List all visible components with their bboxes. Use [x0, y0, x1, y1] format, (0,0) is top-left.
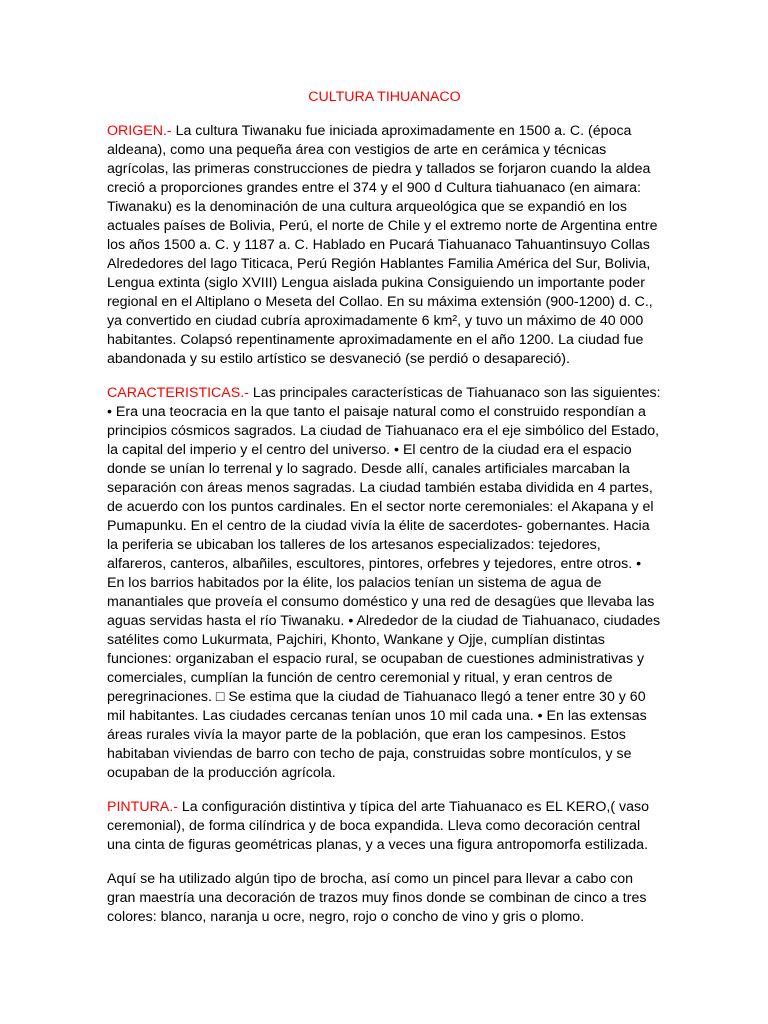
- section-text-origen: La cultura Tiwanaku fue iniciada aproximadamente en 1500 a. C. (época aldeana), como una pequeña área con vestigios de arte en cerámica y técnicas agrícolas, las primeras construcciones de piedra y tallados se forjaron cuando la aldea creció a proporciones grandes entre el 374 y el 900 d Cultura tiahuanaco (en aimara: Tiwanaku) es la denominación de una cultura arqueológica que se expandió en los actuales países de Bolivia, Perú, el norte de Chile y el extremo norte de Argentina entre los años 1500 a. C. y 1187 a. C. Hablado en Pucará Tiahuanaco Tahuantinsuyo Collas Alrededores del lago Titicaca, Perú Región Hablantes Familia América del Sur, Bolivia, Lengua extinta (siglo XVIII) Lengua aislada pukina Consiguiendo un importante poder regional en el Altiplano o Meseta del Collao. En su máxima extensión (900-1200) d. C., ya convertido en ciudad cubría aproximadamente 6 km², y tuvo un máximo de 40 000 habitantes. Colapsó repentinamente aproximadamente en el año 1200. La ciudad fue abandonada y su estilo artístico se desvaneció (se perdió o desapareció).: [107, 123, 658, 367]
- section-heading-origen: ORIGEN.-: [107, 123, 172, 139]
- section-caracteristicas: [107, 384, 662, 783]
- section-heading-caracteristicas: CARACTERISTICAS.-: [107, 385, 249, 401]
- section-heading-pintura: PINTURA.-: [107, 799, 178, 815]
- document-title: CULTURA TIHUANACO: [308, 89, 461, 105]
- section-text-brocha: Aquí se ha utilizado algún tipo de brocha, así como un pincel para llevar a cabo con gran maestría una decoración de trazos muy finos donde se combinan de cinco a tres colores: blanco, naranja u ocre, negro, rojo o concho de vino y gris o plomo.: [107, 871, 647, 925]
- section-text-caracteristicas: Las principales características de Tiahuanaco son las siguientes: • Era una teocracia en la que tanto el paisaje natural como el construido respondían a principios cósmicos sagrados. La ciudad de Tiahuanaco era el eje simbólico del Estado, la capital del imperio y el centro del universo. • El centro de la ciudad era el espacio donde se unían lo terrenal y lo sagrado. Desde allí, canales artificiales marcaban la separación con áreas menos sagradas. La ciudad también estaba dividida en 4 partes, de acuerdo con los puntos cardinales. En el sector norte ceremoniales: el Akapana y el Pumapunku. En el centro de la ciudad vivía la élite de sacerdotes- gobernantes. Hacia la periferia se ubicaban los talleres de los artesanos especializados: tejedores, alfareros, canteros, albañiles, escultores, pintores, orfebres y tejedores, entre otros. • En los barrios habitados por la élite, los palacios tenían un sistema de agua de manantiales que proveía el consumo doméstico y una red de desagües que llevaba las aguas servidas hasta el río Tiwanaku. • Alrededor de la ciudad de Tiahuanaco, ciudades satélites como Lukurmata, Pajchiri, Khonto, Wankane y Ojje, cumplían distintas funciones: organizaban el espacio rural, se ocupaban de cuestiones administrativas y comerciales, cumplían la función de centro ceremonial y ritual, y eran centros de peregrinaciones. □ Se estima que la ciudad de Tiahuanaco llegó a tener entre 30 y 60 mil habitantes. Las ciudades cercanas tenían unos 10 mil cada una. • En las extensas áreas rurales vivía la mayor parte de la población, que eran los campesinos. Estos habitaban viviendas de barro con techo de paja, construidas sobre montículos, y se ocupaban de la producción agrícola.: [107, 385, 661, 781]
- section-text-pintura: La configuración distintiva y típica del arte Tiahuanaco es EL KERO,( vaso ceremonial), de forma cilíndrica y de boca expandida. Lleva como decoración central una cinta de figuras geométricas planas, y a veces una figura antropomorfa estilizada.: [107, 799, 650, 853]
- section-origen: [107, 122, 662, 369]
- section-pintura: [107, 798, 662, 855]
- section-brocha: [107, 870, 662, 927]
